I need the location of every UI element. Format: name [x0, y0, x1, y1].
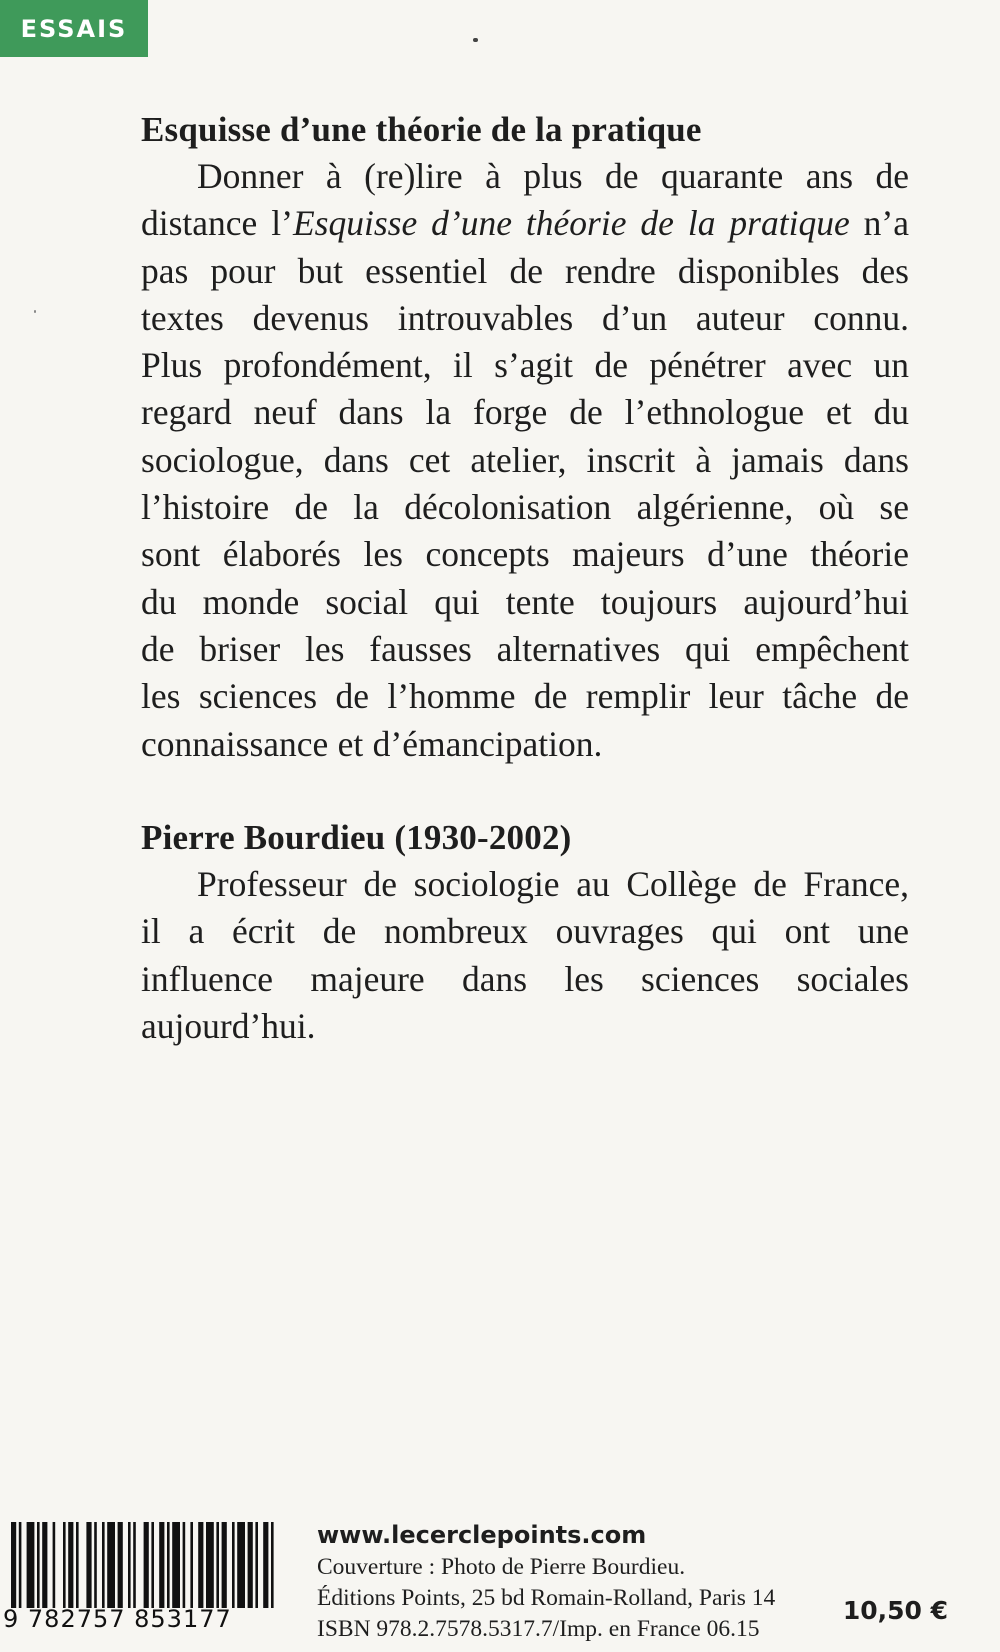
summary-text: distance l’: [141, 203, 293, 244]
summary-line: [141, 626, 909, 673]
summary-text: Plus profondément, il s’agit de pénétrer avec un: [141, 345, 909, 386]
barcode-bar: [198, 1522, 203, 1608]
summary-line: [141, 200, 909, 247]
barcode-bar: [27, 1522, 35, 1608]
barcode-bar: [255, 1522, 258, 1608]
summary-line: [141, 484, 909, 531]
barcode-bar: [102, 1522, 105, 1608]
cover-credit: Couverture : Photo de Pierre Bourdieu.: [317, 1554, 686, 1580]
summary-line: [141, 721, 909, 768]
author-text: Professeur de sociologie au Collège de France,: [197, 864, 909, 904]
barcode: [3, 1522, 293, 1634]
publisher-info: [317, 1518, 775, 1645]
book-title-italic: Esquisse d’une théorie de la pratique: [292, 203, 850, 244]
author-section: [141, 815, 909, 1050]
barcode-bar: [19, 1522, 22, 1608]
price: 10,50 €: [842, 1596, 948, 1625]
summary-text: sociologue, dans cet atelier, inscrit à jamais dans: [141, 439, 909, 480]
barcode-bars: [11, 1522, 281, 1608]
summary-line: [141, 389, 909, 436]
author-line: [141, 1003, 909, 1050]
barcode-bar: [190, 1522, 193, 1608]
summary-line: [141, 673, 909, 720]
summary-text: sont élaborés les concepts majeurs d’une théorie: [141, 534, 909, 575]
summary-line: [141, 579, 909, 626]
summary-text: de briser les fausses alternatives qui empêchent: [141, 628, 909, 669]
author-line: [141, 956, 909, 1003]
summary-text: regard neuf dans la forge de l’ethnologue et du: [141, 392, 909, 433]
isbn-line: ISBN 978.2.7578.5317.7/Imp. en France 06.15: [317, 1616, 760, 1642]
author-text: aujourd’hui.: [141, 1005, 316, 1046]
barcode-bar: [63, 1522, 66, 1608]
barcode-bar: [167, 1522, 170, 1608]
author-line: [141, 861, 909, 908]
barcode-bar: [172, 1522, 180, 1608]
summary-text: Donner à (re)lire à plus de quarante ans de: [197, 156, 909, 196]
summary-line: [141, 248, 909, 295]
summary-line: [141, 295, 909, 342]
barcode-bar: [237, 1522, 245, 1608]
summary-line: [141, 437, 909, 484]
summary-line: [141, 342, 909, 389]
summary-section: [141, 107, 909, 768]
author-text: il a écrit de nombreux ouvrages qui ont une: [141, 911, 909, 952]
author-text: influence majeure dans les sciences sociales: [141, 958, 909, 999]
barcode-bar: [128, 1522, 131, 1608]
barcode-bar: [133, 1522, 136, 1608]
summary-line: [141, 153, 909, 200]
barcode-bar: [159, 1522, 164, 1608]
barcode-bar: [94, 1522, 97, 1608]
series-label: ESSAIS: [0, 0, 148, 57]
barcode-bar: [37, 1522, 40, 1608]
barcode-bar: [206, 1522, 214, 1608]
author-title: Pierre Bourdieu (1930-2002): [141, 818, 572, 857]
print-speck: [34, 310, 36, 313]
author-bio: [141, 861, 909, 1050]
barcode-bar: [222, 1522, 227, 1608]
publisher-website: www.lecerclepoints.com: [317, 1521, 647, 1549]
barcode-bar: [76, 1522, 79, 1608]
summary-text: pas pour but essentiel de rendre disponibles des: [141, 250, 909, 291]
summary-title: Esquisse d’une théorie de la pratique: [141, 110, 702, 149]
author-line: [141, 908, 909, 955]
barcode-bar: [11, 1522, 16, 1608]
summary-text: [141, 153, 909, 768]
summary-text: du monde social qui tente toujours aujourd’hui: [141, 581, 909, 622]
publisher-address: Éditions Points, 25 bd Romain-Rolland, Paris 14: [317, 1585, 776, 1611]
summary-text: l’histoire de la décolonisation algérienne, où se: [141, 487, 909, 528]
barcode-bar: [118, 1522, 123, 1608]
barcode-bar: [183, 1522, 186, 1608]
barcode-bar: [86, 1522, 91, 1608]
summary-text: connaissance et d’émancipation.: [141, 723, 603, 764]
barcode-bar: [42, 1522, 47, 1608]
barcode-bar: [248, 1522, 253, 1608]
barcode-bar: [68, 1522, 73, 1608]
barcode-bar: [144, 1522, 149, 1608]
barcode-bar: [151, 1522, 154, 1608]
barcode-bar: [271, 1522, 274, 1608]
summary-text: textes devenus introuvables d’un auteur connu.: [141, 297, 909, 338]
summary-line: [141, 531, 909, 578]
barcode-bar: [263, 1522, 268, 1608]
barcode-number: 9 782757 853177: [3, 1605, 232, 1633]
barcode-bar: [107, 1522, 115, 1608]
print-speck: [473, 38, 478, 42]
summary-text: n’a: [849, 203, 909, 244]
barcode-bar: [53, 1522, 56, 1608]
summary-text: les sciences de l’homme de remplir leur tâche de: [141, 676, 909, 717]
barcode-bar: [232, 1522, 235, 1608]
barcode-bar: [216, 1522, 219, 1608]
